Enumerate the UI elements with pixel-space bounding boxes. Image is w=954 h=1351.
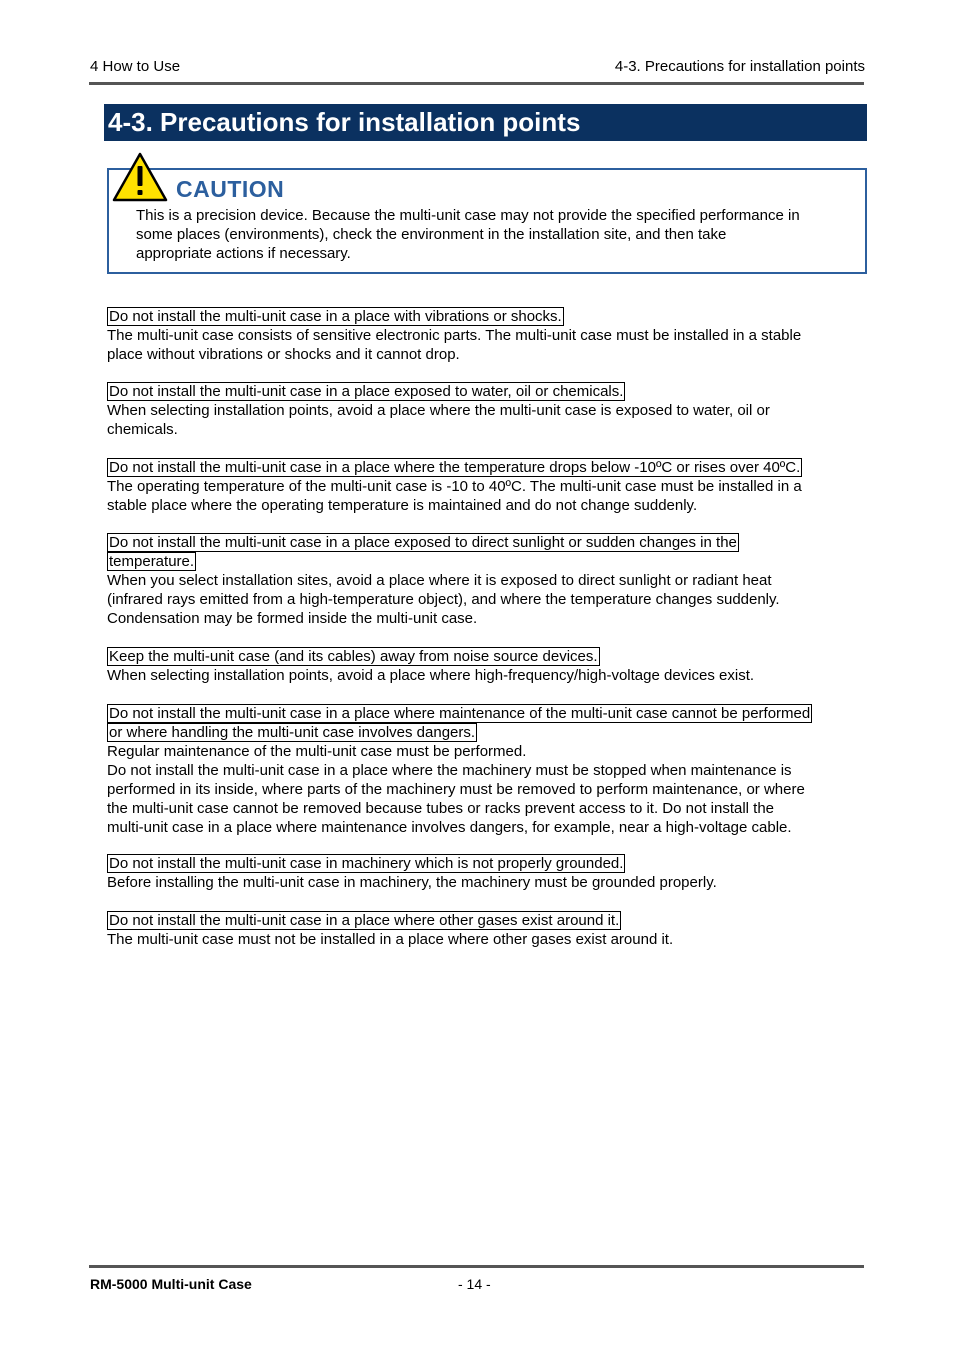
precaution-body-line: When selecting installation points, avoid a place where the multi-unit case is exposed to water, oil or: [107, 402, 770, 419]
precaution-body-line: Condensation may be formed inside the multi-unit case.: [107, 610, 478, 627]
precaution-body-line: The multi-unit case consists of sensitive electronic parts. The multi-unit case must be installed in a stable: [107, 327, 802, 344]
precaution-body-line: performed in its inside, where parts of the machinery must be removed to perform maintenance, or where: [107, 781, 805, 798]
header-section: 4-3. Precautions for installation points: [614, 58, 865, 75]
caution-text-line: appropriate actions if necessary.: [136, 245, 351, 262]
page-number: - 14 -: [458, 1276, 491, 1292]
precaution-heading: Do not install the multi-unit case in a place exposed to water, oil or chemicals.: [109, 383, 624, 400]
precaution-body-line: Regular maintenance of the multi-unit case must be performed.: [107, 743, 527, 760]
precaution-item: [107, 854, 867, 892]
precaution-item: [107, 307, 867, 364]
precaution-body-line: place without vibrations or shocks and it cannot drop.: [107, 346, 460, 363]
footer-divider: [89, 1265, 864, 1268]
precaution-body-line: (infrared rays emitted from a high-temperature object), and where the temperature changes suddenly.: [107, 591, 780, 608]
caution-text-line: some places (environments), check the environment in the installation site, and then take: [136, 226, 727, 243]
precaution-heading: Do not install the multi-unit case in a place where maintenance of the multi-unit case cannot be performed: [109, 705, 811, 722]
precaution-body-line: stable place where the operating temperature is maintained and do not change suddenly.: [107, 497, 698, 514]
precaution-heading: Do not install the multi-unit case in machinery which is not properly grounded.: [109, 855, 624, 872]
precaution-body-line: the multi-unit case cannot be removed because tubes or racks prevent access to it. Do not install the: [107, 800, 775, 817]
precaution-body-line: The multi-unit case must not be installed in a place where other gases exist around it.: [107, 931, 674, 948]
precaution-item: [107, 533, 867, 628]
precaution-body-line: multi-unit case in a place where maintenance involves dangers, for example, near a high-voltage cable.: [107, 819, 792, 836]
precaution-heading: Do not install the multi-unit case in a place where the temperature drops below -10ºC or rises over 40ºC.: [109, 459, 801, 476]
precaution-heading: Keep the multi-unit case (and its cables) away from noise source devices.: [109, 648, 598, 665]
section-title: 4-3. Precautions for installation points: [104, 104, 867, 141]
precaution-body-line: When you select installation sites, avoid a place where it is exposed to direct sunlight or radiant heat: [107, 572, 772, 589]
precaution-body-line: The operating temperature of the multi-unit case is -10 to 40ºC. The multi-unit case must be installed in a: [107, 478, 802, 495]
caution-text-line: This is a precision device. Because the multi-unit case may not provide the specified performance in: [136, 207, 800, 224]
precaution-heading: temperature.: [109, 553, 195, 570]
caution-text: [136, 206, 856, 263]
caution-label: CAUTION: [176, 176, 285, 202]
precaution-item: [107, 382, 867, 439]
header-divider: [89, 82, 864, 85]
precaution-heading: Do not install the multi-unit case in a place exposed to direct sunlight or sudden changes in the: [109, 534, 737, 551]
precaution-item: [107, 647, 867, 685]
precaution-item: [107, 704, 867, 837]
precaution-body-line: Before installing the multi-unit case in machinery, the machinery must be grounded properly.: [107, 874, 717, 891]
precaution-heading: Do not install the multi-unit case in a place where other gases exist around it.: [109, 912, 620, 929]
warning-triangle-icon: [112, 152, 168, 202]
footer-product-name: RM-5000 Multi-unit Case: [90, 1276, 252, 1292]
precaution-item: [107, 911, 867, 949]
precaution-body-line: chemicals.: [107, 421, 178, 438]
precaution-body-line: Do not install the multi-unit case in a place where the machinery must be stopped when maintenance is: [107, 762, 792, 779]
precaution-heading: Do not install the multi-unit case in a place with vibrations or shocks.: [109, 308, 562, 325]
precaution-heading: or where handling the multi-unit case involves dangers.: [109, 724, 476, 741]
precaution-body-line: When selecting installation points, avoid a place where high-frequency/high-voltage devices exist.: [107, 667, 755, 684]
header-chapter: 4 How to Use: [90, 58, 181, 75]
precaution-item: [107, 458, 867, 515]
